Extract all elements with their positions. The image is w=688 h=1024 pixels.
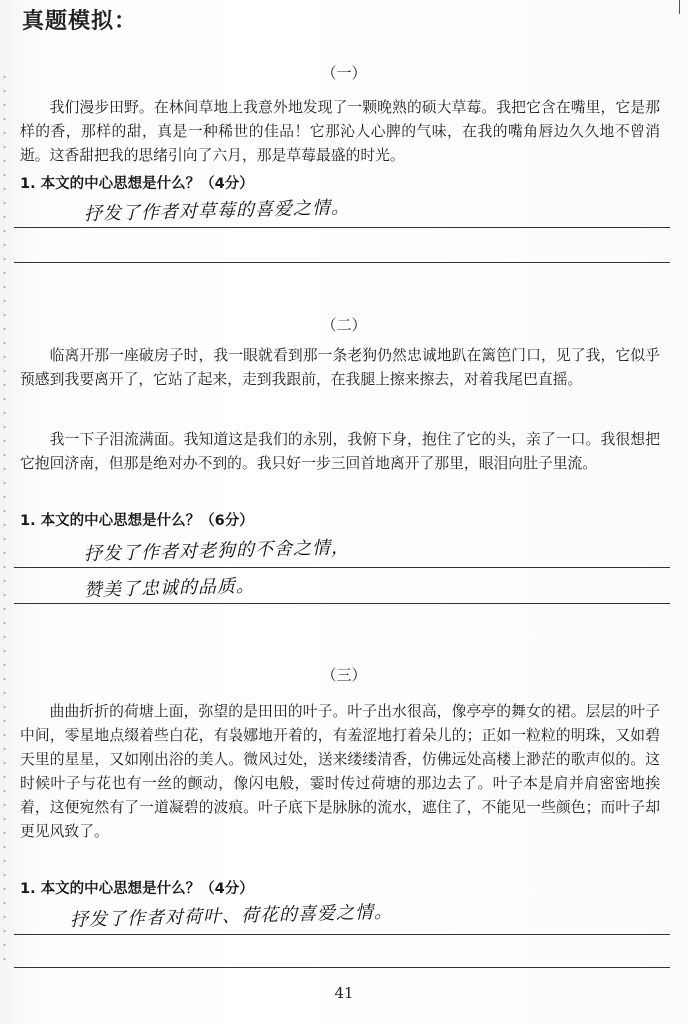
page-number: 41	[334, 984, 354, 1002]
section-2-handwritten-answer-2: 赞美了忠诚的品质。	[83, 575, 256, 601]
section-3-number: （三）	[321, 666, 367, 684]
section-1-handwritten-answer-1: 抒发了作者对草莓的喜爱之情。	[83, 197, 351, 225]
section-3-answer-line-2	[14, 967, 670, 968]
page-title: 真题模拟：	[22, 9, 138, 34]
section-2-answer-line-1	[14, 567, 670, 568]
section-1-answer-line-2	[14, 262, 670, 263]
section-1-paragraph-1: 我们漫步田野。在林间草地上我意外地发现了一颗晚熟的硕大草莓。我把它含在嘴里，它是那样的香，那样的甜，真是一种稀世的佳品！它那沁人心脾的气味，在我的嘴角唇边久久地不曾消逝。这香甜把我的思绪引向了六月，那是草莓最盛的时光。	[20, 99, 660, 164]
section-1-answer-line-1	[14, 227, 670, 228]
section-1-number: （一）	[321, 64, 367, 82]
section-2-paragraph-2: 我一下子泪流满面。我知道这是我们的永别，我俯下身，抱住了它的头，亲了一口。我很想把它抱回济南，但那是绝对办不到的。我只好一步三回首地离开了那里，眼泪向肚子里流。	[20, 431, 660, 472]
section-3-paragraph-1: 曲曲折折的荷塘上面，弥望的是田田的叶子。叶子出水很高，像亭亭的舞女的裙。层层的叶子中间，零星地点缀着些白花，有袅娜地开着的，有羞涩地打着朵儿的；正如一粒粒的明珠，又如碧天里的星星，又如刚出浴的美人。微风过处，送来缕缕清香，仿佛远处高楼上渺茫的歌声似的。这时候叶子与花也有一丝的颤动，像闪电般，霎时传过荷塘的那边去了。叶子本是肩并肩密密地挨着，这便宛然有了一道凝碧的波痕。叶子底下是脉脉的流水，遮住了，不能见一些颜色；而叶子却更见风致了。	[20, 703, 660, 840]
corner-mark	[679, 0, 680, 14]
section-2-answer-line-2	[14, 603, 670, 604]
section-3-question: 1. 本文的中心思想是什么？（4分）	[20, 881, 254, 897]
section-3-answer-line-1	[14, 934, 670, 935]
section-2-handwritten-answer-1: 抒发了作者对老狗的不舍之情，	[83, 537, 351, 565]
binding-holes	[3, 70, 6, 970]
section-3-handwritten-answer-1: 抒发了作者对荷叶、荷花的喜爱之情。	[69, 901, 394, 931]
section-1-question: 1. 本文的中心思想是什么？（4分）	[20, 176, 254, 192]
section-2-paragraph-1: 临离开那一座破房子时，我一眼就看到那一条老狗仍然忠诚地趴在篱笆门口，见了我，它似乎预感到我要离开了，它站了起来，走到我跟前，在我腿上擦来擦去，对着我尾巴直摇。	[20, 347, 660, 388]
section-2-number: （二）	[321, 316, 367, 334]
section-2-question: 1. 本文的中心思想是什么？（6分）	[20, 513, 254, 529]
